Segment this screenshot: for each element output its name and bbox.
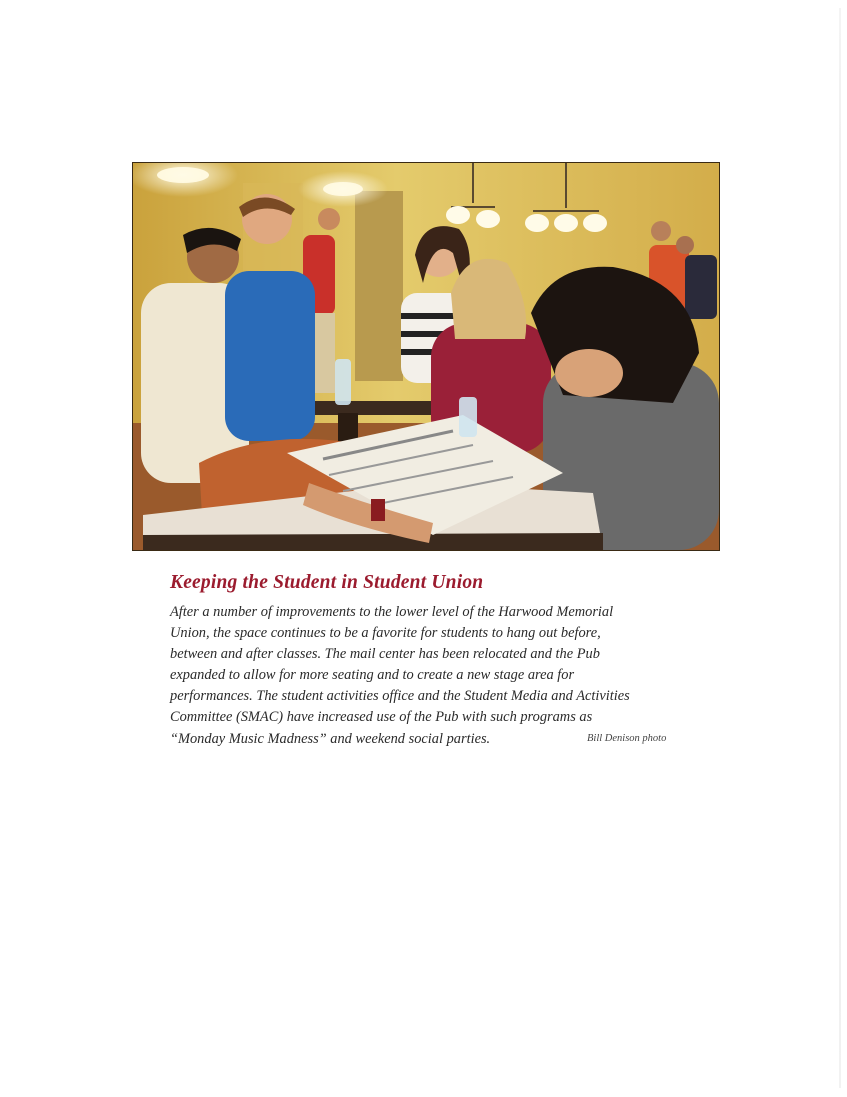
photo-illustration bbox=[133, 163, 719, 550]
photo-credit: Bill Denison photo bbox=[587, 733, 667, 744]
body-line: expanded to allow for more seating and to create a new stage area for bbox=[170, 667, 575, 684]
body-line: After a number of improvements to the lower level of the Harwood Memorial bbox=[170, 604, 614, 620]
body-line: performances. The student activities office and the Student Media and Activities bbox=[170, 688, 630, 705]
article-title: Keeping the Student in Student Union bbox=[170, 572, 484, 593]
body-line: “Monday Music Madness” and weekend social parties. bbox=[170, 730, 491, 747]
body-line: Union, the space continues to be a favorite for students to hang out before, bbox=[170, 625, 601, 642]
student-union-photo bbox=[132, 162, 720, 551]
body-line: Committee (SMAC) have increased use of the Pub with such programs as bbox=[170, 709, 593, 726]
article-body bbox=[170, 602, 690, 750]
body-line: between and after classes. The mail center has been relocated and the Pub bbox=[170, 646, 600, 663]
page-edge bbox=[839, 8, 841, 1088]
